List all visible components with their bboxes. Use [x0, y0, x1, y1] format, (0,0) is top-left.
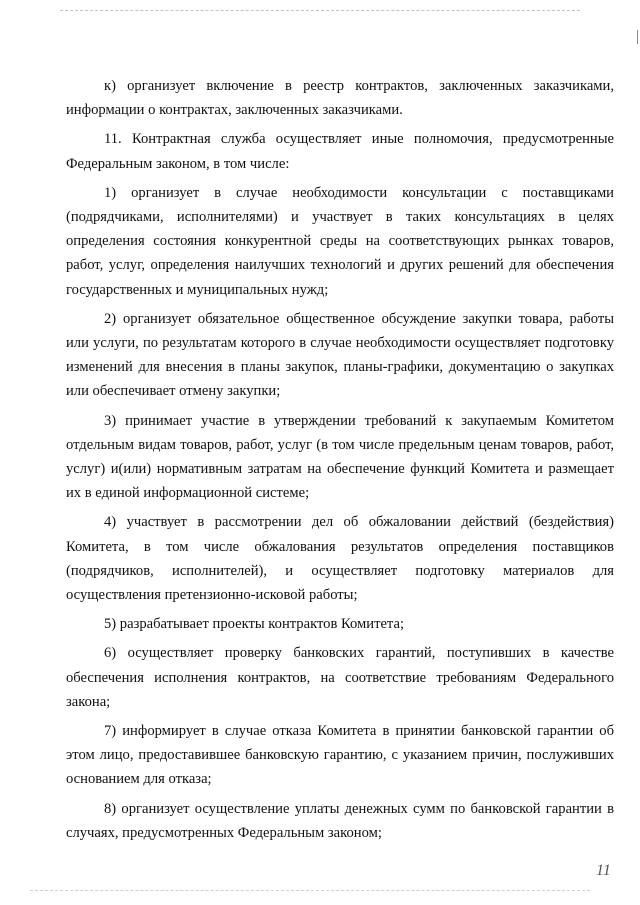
paragraph-item-5: 5) разрабатывает проекты контрактов Комитета; — [104, 616, 405, 633]
paragraph-item-6: 6) осуществляет проверку банковских гарантий, поступивших в качестве обеспечения исполнения контрактов, на соответствие требованиям Федерального закона; — [66, 645, 614, 710]
paragraph-item-2: 2) организует обязательное общественное обсуждение закупки товара, работы или услуги, по результатам которого в случае необходимости осуществляет подготовку изменений для внесения в планы закупок, планы-графики, документацию о закупках или обеспечивает отмену закупки; — [66, 310, 614, 400]
paragraph-item-3: 3) принимает участие в утверждении требований к закупаемым Комитетом отдельным видам товаров, работ, услуг (в том числе предельным ценам товаров, работ, услуг) и(или) нормативным затратам на обеспечение функций Комитета и размещает их в единой информационной системе; — [66, 412, 614, 502]
scan-artifact-top — [60, 10, 580, 11]
document-body — [66, 74, 614, 850]
paragraph-11: 11. Контрактная служба осуществляет иные полномочия, предусмотренные Федеральным законом, в том числе: — [66, 131, 614, 172]
paragraph-item-7: 7) информирует в случае отказа Комитета в принятии банковской гарантии об этом лицо, предоставившее банковскую гарантию, с указанием причин, послуживших основанием для отказа; — [66, 723, 614, 788]
scan-edge-mark — [637, 30, 638, 44]
page-number: 11 — [596, 862, 611, 879]
paragraph-item-4: 4) участвует в рассмотрении дел об обжаловании действий (бездействия) Комитета, в том числе обжалования результатов определения поставщиков (подрядчиков, исполнителей), и осуществляет подготовку материалов для осуществления претензионно-исковой работы; — [66, 514, 614, 604]
paragraph-item-1: 1) организует в случае необходимости консультации с поставщиками (подрядчиками, исполнителями) и участвует в таких консультациях в целях определения состояния конкурентной среды на соответствующих рынках товаров, работ, услуг, определения наилучших технологий и других решений для обеспечения государственных и муниципальных нужд; — [66, 184, 614, 298]
paragraph-k: к) организует включение в реестр контрактов, заключенных заказчиками, информации о контрактах, заключенных заказчиками. — [66, 78, 614, 119]
scan-artifact-bottom — [30, 890, 590, 891]
paragraph-item-8: 8) организует осуществление уплаты денежных сумм по банковской гарантии в случаях, предусмотренных Федеральным законом; — [66, 800, 614, 841]
